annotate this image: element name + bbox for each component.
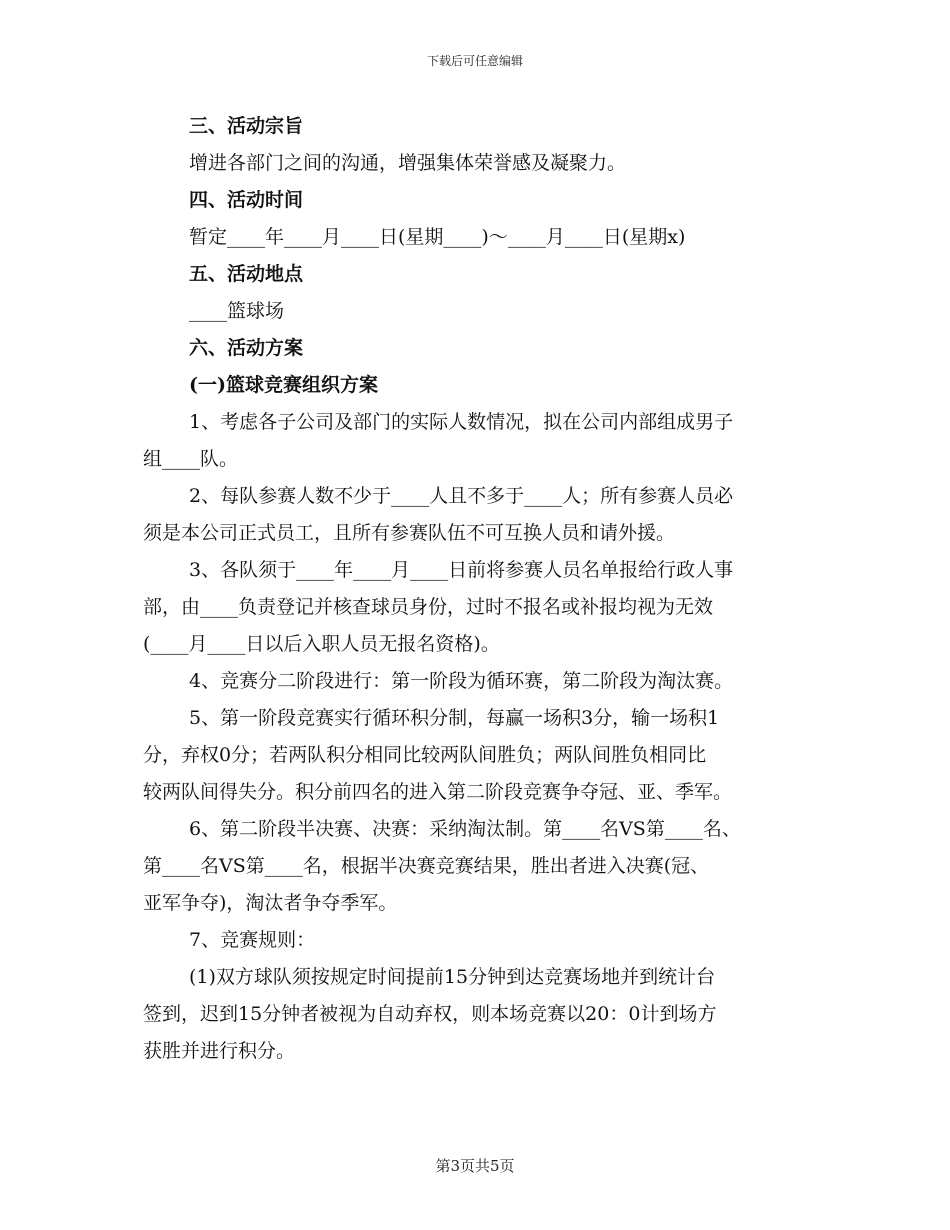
page-footer: 第3页共5页 xyxy=(435,1157,515,1175)
document-body xyxy=(143,108,813,1070)
paragraph-line: (1)双方球队须按规定时间提前15分钟到达竞赛场地并到统计台 xyxy=(189,966,716,988)
paragraph-line: 组____队。 xyxy=(143,448,239,470)
paragraph-line: 6、第二阶段半决赛、决赛：采纳淘汰制。第____名VS第____名、 xyxy=(189,818,741,840)
paragraph-line: 较两队间得失分。积分前四名的进入第二阶段竞赛争夺冠、亚、季军。 xyxy=(143,781,733,803)
section-heading: 六、活动方案 xyxy=(189,337,304,359)
paragraph-line: 1、考虑各子公司及部门的实际人数情况，拟在公司内部组成男子 xyxy=(189,411,734,433)
paragraph-line: 须是本公司正式员工，且所有参赛队伍不可互换人员和请外援。 xyxy=(143,522,676,544)
section-heading: (一)篮球竞赛组织方案 xyxy=(189,374,378,396)
section-heading: 四、活动时间 xyxy=(189,189,304,211)
section-heading: 五、活动地点 xyxy=(189,263,304,285)
paragraph-line: 签到，迟到15分钟者被视为自动弃权，则本场竞赛以20：0计到场方 xyxy=(143,1003,717,1025)
section-heading: 三、活动宗旨 xyxy=(189,115,304,137)
paragraph-line: 获胜并进行积分。 xyxy=(143,1040,296,1062)
paragraph-line: ____篮球场 xyxy=(189,300,285,322)
paragraph-line: 部，由____负责登记并核查球员身份，过时不报名或补报均视为无效 xyxy=(143,596,714,618)
paragraph-line: 暂定____年____月____日(星期____)～____月____日(星期x) xyxy=(189,226,686,248)
paragraph-line: 分，弃权0分；若两队积分相同比较两队间胜负；两队间胜负相同比 xyxy=(143,744,707,766)
paragraph-line: 第____名VS第____名，根据半决赛竞赛结果，胜出者进入决赛(冠、 xyxy=(143,855,710,877)
paragraph-line: 5、第一阶段竞赛实行循环积分制，每赢一场积3分，输一场积1 xyxy=(189,707,720,729)
paragraph-line: 2、每队参赛人数不少于____人且不多于____人；所有参赛人员必 xyxy=(189,485,734,507)
paragraph-line: 4、竞赛分二阶段进行：第一阶段为循环赛，第二阶段为淘汰赛。 xyxy=(189,670,734,692)
paragraph-line: 增进各部门之间的沟通，增强集体荣誉感及凝聚力。 xyxy=(189,152,627,174)
paragraph-line: 亚军争夺)，淘汰者争夺季军。 xyxy=(143,892,398,914)
paragraph-line: (____月____日以后入职人员无报名资格)。 xyxy=(143,633,500,655)
paragraph-line: 7、竞赛规则： xyxy=(189,929,316,951)
paragraph-line: 3、各队须于____年____月____日前将参赛人员名单报给行政人事 xyxy=(189,559,734,581)
page-header: 下载后可任意编辑 xyxy=(426,54,523,68)
